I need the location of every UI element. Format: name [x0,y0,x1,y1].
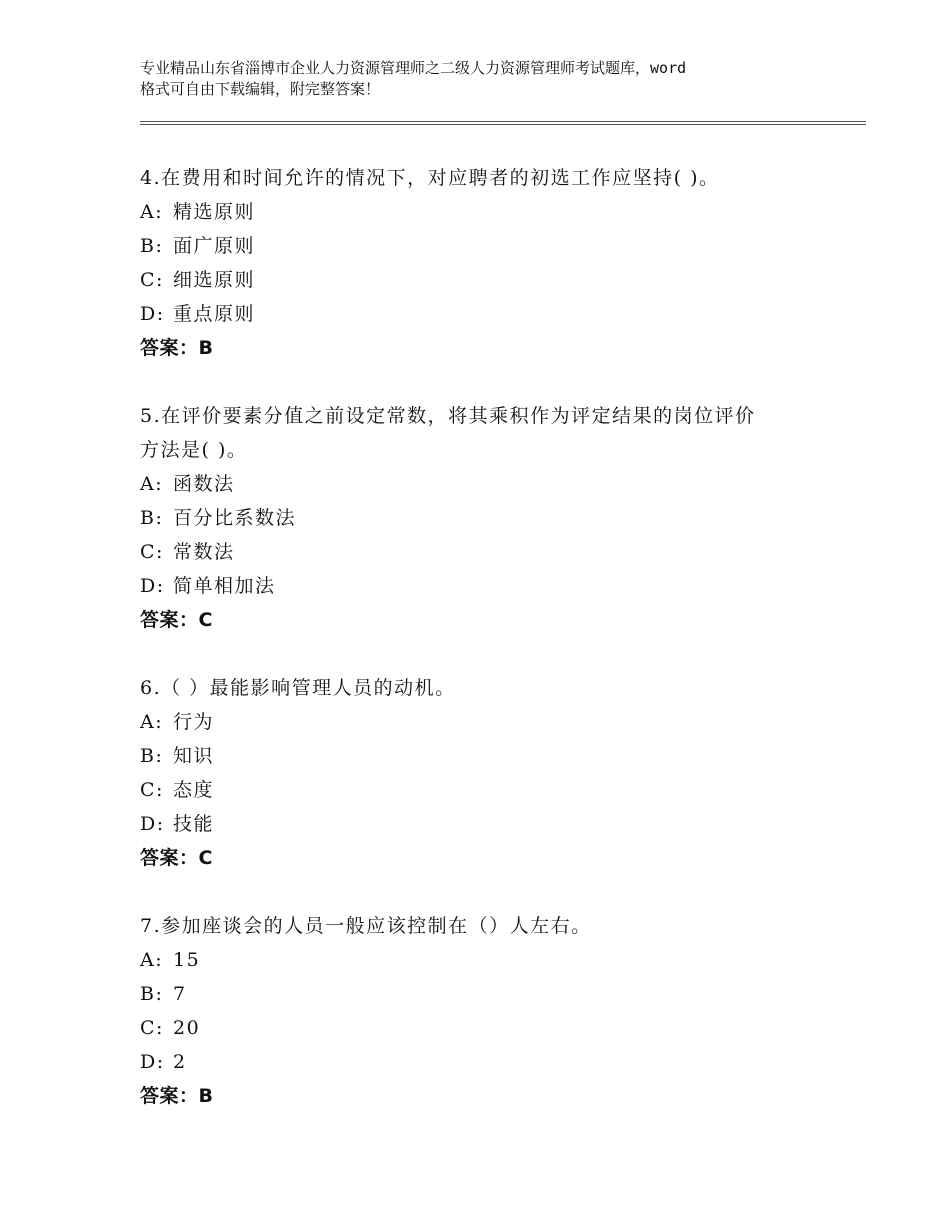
answer-option [140,807,840,841]
question-text: 5.在评价要素分值之前设定常数，将其乘积作为评定结果的岗位评价 [140,405,756,427]
answer-key: 答案：B [140,1085,214,1107]
answer-option [140,943,840,977]
answer-option [140,467,840,501]
option-letter: A: [140,949,164,971]
question-text: 7.参加座谈会的人员一般应该控制在（）人左右。 [140,915,592,937]
option-letter: D: [140,813,165,835]
option-text: 百分比系数法 [173,507,297,529]
option-letter: B: [140,983,164,1005]
option-letter: B: [140,745,164,767]
option-text: 函数法 [173,473,235,495]
option-letter: C: [140,269,164,291]
option-letter: C: [140,541,164,563]
option-letter: A: [140,473,164,495]
question-text: 方法是( )。 [140,439,248,461]
option-text: 15 [173,949,201,971]
option-letter: A: [140,201,164,223]
option-text: 行为 [173,711,215,733]
answer-key: 答案：B [140,337,214,359]
header-line-1: 专业精品山东省淄博市企业人力资源管理师之二级人力资源管理师考试题库，word [140,59,687,77]
question-list [140,161,840,1147]
option-text: 20 [173,1017,201,1039]
answer-option [140,739,840,773]
question-block [140,161,840,365]
option-letter: C: [140,779,164,801]
question-text: 4.在费用和时间允许的情况下，对应聘者的初选工作应坚持( )。 [140,167,720,189]
header-divider-top [140,121,866,122]
answer-option [140,1045,840,1079]
option-letter: A: [140,711,164,733]
answer-key: 答案：C [140,609,213,631]
option-text: 面广原则 [173,235,256,257]
option-letter: D: [140,1051,165,1073]
option-text: 态度 [173,779,215,801]
header-line-2: 格式可自由下载编辑，附完整答案！ [140,80,381,98]
answer-option [140,977,840,1011]
answer-option [140,1011,840,1045]
answer-option [140,773,840,807]
document-header [140,58,840,100]
answer-option [140,263,840,297]
option-text: 细选原则 [173,269,256,291]
option-letter: B: [140,507,164,529]
answer-option [140,705,840,739]
option-text: 知识 [173,745,215,767]
question-block [140,909,840,1113]
option-letter: D: [140,303,165,325]
answer-option [140,297,840,331]
option-letter: B: [140,235,164,257]
question-block [140,399,840,637]
option-text: 精选原则 [173,201,256,223]
answer-option [140,535,840,569]
answer-option [140,501,840,535]
answer-option [140,195,840,229]
option-text: 2 [173,1051,187,1073]
header-divider-bottom [140,124,866,125]
option-text: 7 [173,983,187,1005]
option-text: 简单相加法 [173,575,276,597]
answer-option [140,229,840,263]
question-text: 6.（ ）最能影响管理人员的动机。 [140,677,456,699]
option-letter: D: [140,575,165,597]
option-letter: C: [140,1017,164,1039]
option-text: 重点原则 [173,303,256,325]
answer-key: 答案：C [140,847,213,869]
option-text: 技能 [173,813,215,835]
answer-option [140,569,840,603]
question-block [140,671,840,875]
option-text: 常数法 [173,541,235,563]
